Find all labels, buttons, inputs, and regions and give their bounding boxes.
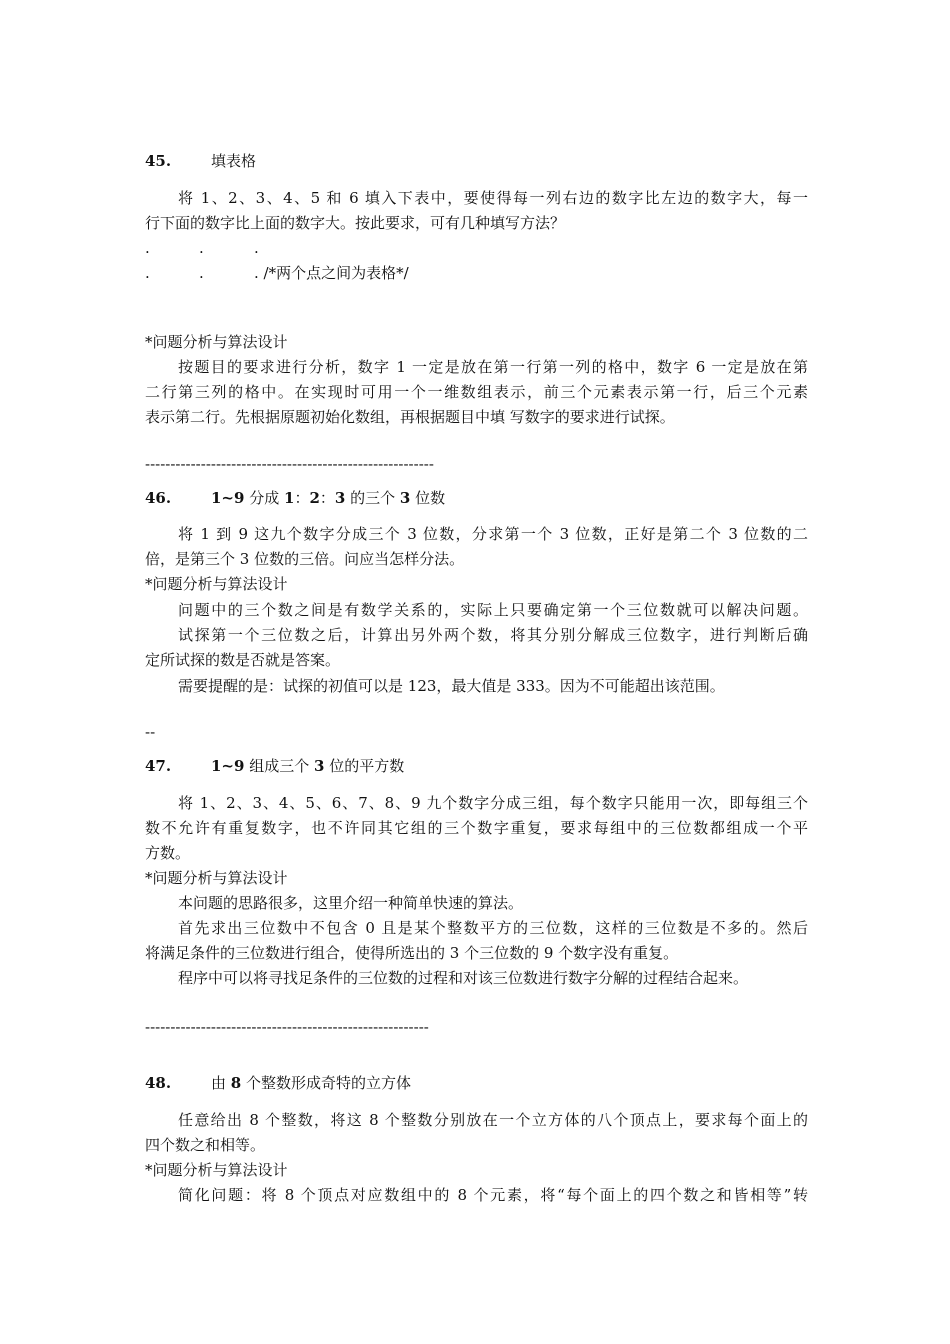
separator: ---------------------------------------------------------	[145, 455, 434, 473]
section-title: 填表格	[211, 152, 257, 170]
section-48-heading	[145, 1071, 411, 1095]
analysis-heading: *问题分析与算法设计	[145, 575, 288, 593]
paragraph-line: 定所试探的数是否就是答案。	[145, 651, 341, 669]
title-part: 1	[284, 489, 295, 507]
title-part: 3	[399, 489, 411, 507]
dot: .	[199, 264, 204, 282]
table-comment: . /*两个点之间为表格*/	[254, 264, 409, 282]
paragraph-line: 试探第一个三位数之后，计算出另外两个数，将其分别分解成三位数字，进行判断后确	[178, 626, 808, 644]
table-placeholder-row-2	[145, 261, 445, 285]
paragraph-line: 将满足条件的三位数进行组合，使得所选出的 3 个三位数的 9 个数字没有重复。	[145, 944, 679, 962]
paragraph-line: 将 1、2、3、4、5、6、7、8、9 九个数字分成三组，每个数字只能用一次，即每组三个	[178, 794, 808, 812]
analysis-heading: *问题分析与算法设计	[145, 1161, 288, 1179]
title-part: 3	[334, 489, 346, 507]
title-part: 分成	[244, 489, 284, 507]
analysis-heading: *问题分析与算法设计	[145, 333, 288, 351]
paragraph-line: 简化问题：将 8 个顶点对应数组中的 8 个元素，将“每个面上的四个数之和皆相等”转	[178, 1186, 808, 1204]
title-part: 个整数形成奇特的立方体	[241, 1074, 411, 1092]
section-47-heading	[145, 754, 404, 778]
paragraph-line: 按题目的要求进行分析，数字 1 一定是放在第一行第一列的格中，数字 6 一定是放在第	[178, 358, 808, 376]
section-number: 48.	[145, 1074, 172, 1092]
paragraph-line: 表示第二行。先根据原题初始化数组，再根据题目中填 写数字的要求进行试探。	[145, 408, 675, 426]
paragraph-line: 问题中的三个数之间是有数学关系的，实际上只要确定第一个三位数就可以解决问题。	[178, 601, 808, 619]
paragraph-line: 方数。	[145, 844, 191, 862]
title-part: ：	[319, 489, 335, 507]
section-45-heading	[145, 149, 256, 173]
title-part: 1~9	[211, 757, 245, 775]
title-part: ：	[294, 489, 310, 507]
paragraph-line: 本问题的思路很多，这里介绍一种简单快速的算法。	[178, 894, 524, 912]
paragraph-line: 数不允许有重复数字，也不许同其它组的三个数字重复，要求每组中的三位数都组成一个平	[145, 819, 808, 837]
section-number: 45.	[145, 152, 172, 170]
dot: .	[199, 239, 204, 257]
title-part: 组成三个	[244, 757, 314, 775]
title-part: 1~9	[211, 489, 245, 507]
dot: .	[145, 239, 150, 257]
paragraph-line: 需要提醒的是：试探的初值可以是 123，最大值是 333。因为不可能超出该范围。	[178, 677, 725, 695]
paragraph-line: 二行第三列的格中。在实现时可用一个一维数组表示，前三个元素表示第一行，后三个元素	[145, 383, 808, 401]
title-part: 2	[309, 489, 320, 507]
separator: --	[145, 723, 156, 741]
paragraph-line: 将 1 到 9 这九个数字分成三个 3 位数，分求第一个 3 位数，正好是第二个 3 位数的二	[178, 525, 808, 543]
title-part: 8	[230, 1074, 242, 1092]
title-part: 位数	[410, 489, 446, 507]
section-number: 46.	[145, 489, 172, 507]
separator: --------------------------------------------------------	[145, 1018, 429, 1036]
paragraph-line: 首先求出三位数中不包含 0 且是某个整数平方的三位数，这样的三位数是不多的。然后	[178, 919, 808, 937]
paragraph-line: 倍，是第三个 3 位数的三倍。问应当怎样分法。	[145, 550, 465, 568]
analysis-heading: *问题分析与算法设计	[145, 869, 288, 887]
paragraph-line: 行下面的数字比上面的数字大。按此要求，可有几种填写方法？	[145, 214, 566, 232]
title-part: 3	[314, 757, 325, 775]
dot: .	[145, 264, 150, 282]
title-part: 的三个	[345, 489, 400, 507]
section-46-heading	[145, 486, 445, 510]
paragraph-line: 将 1、2、3、4、5 和 6 填入下表中，要使得每一列右边的数字比左边的数字大，每一	[178, 189, 808, 207]
dot: .	[254, 239, 259, 257]
section-number: 47.	[145, 757, 172, 775]
table-placeholder-row-1	[145, 236, 265, 260]
title-part: 位的平方数	[324, 757, 405, 775]
paragraph-line: 四个数之和相等。	[145, 1136, 266, 1154]
title-part: 由	[211, 1074, 231, 1092]
paragraph-line: 程序中可以将寻找足条件的三位数的过程和对该三位数进行数字分解的过程结合起来。	[178, 969, 749, 987]
paragraph-line: 任意给出 8 个整数，将这 8 个整数分别放在一个立方体的八个顶点上，要求每个面上的	[178, 1111, 808, 1129]
